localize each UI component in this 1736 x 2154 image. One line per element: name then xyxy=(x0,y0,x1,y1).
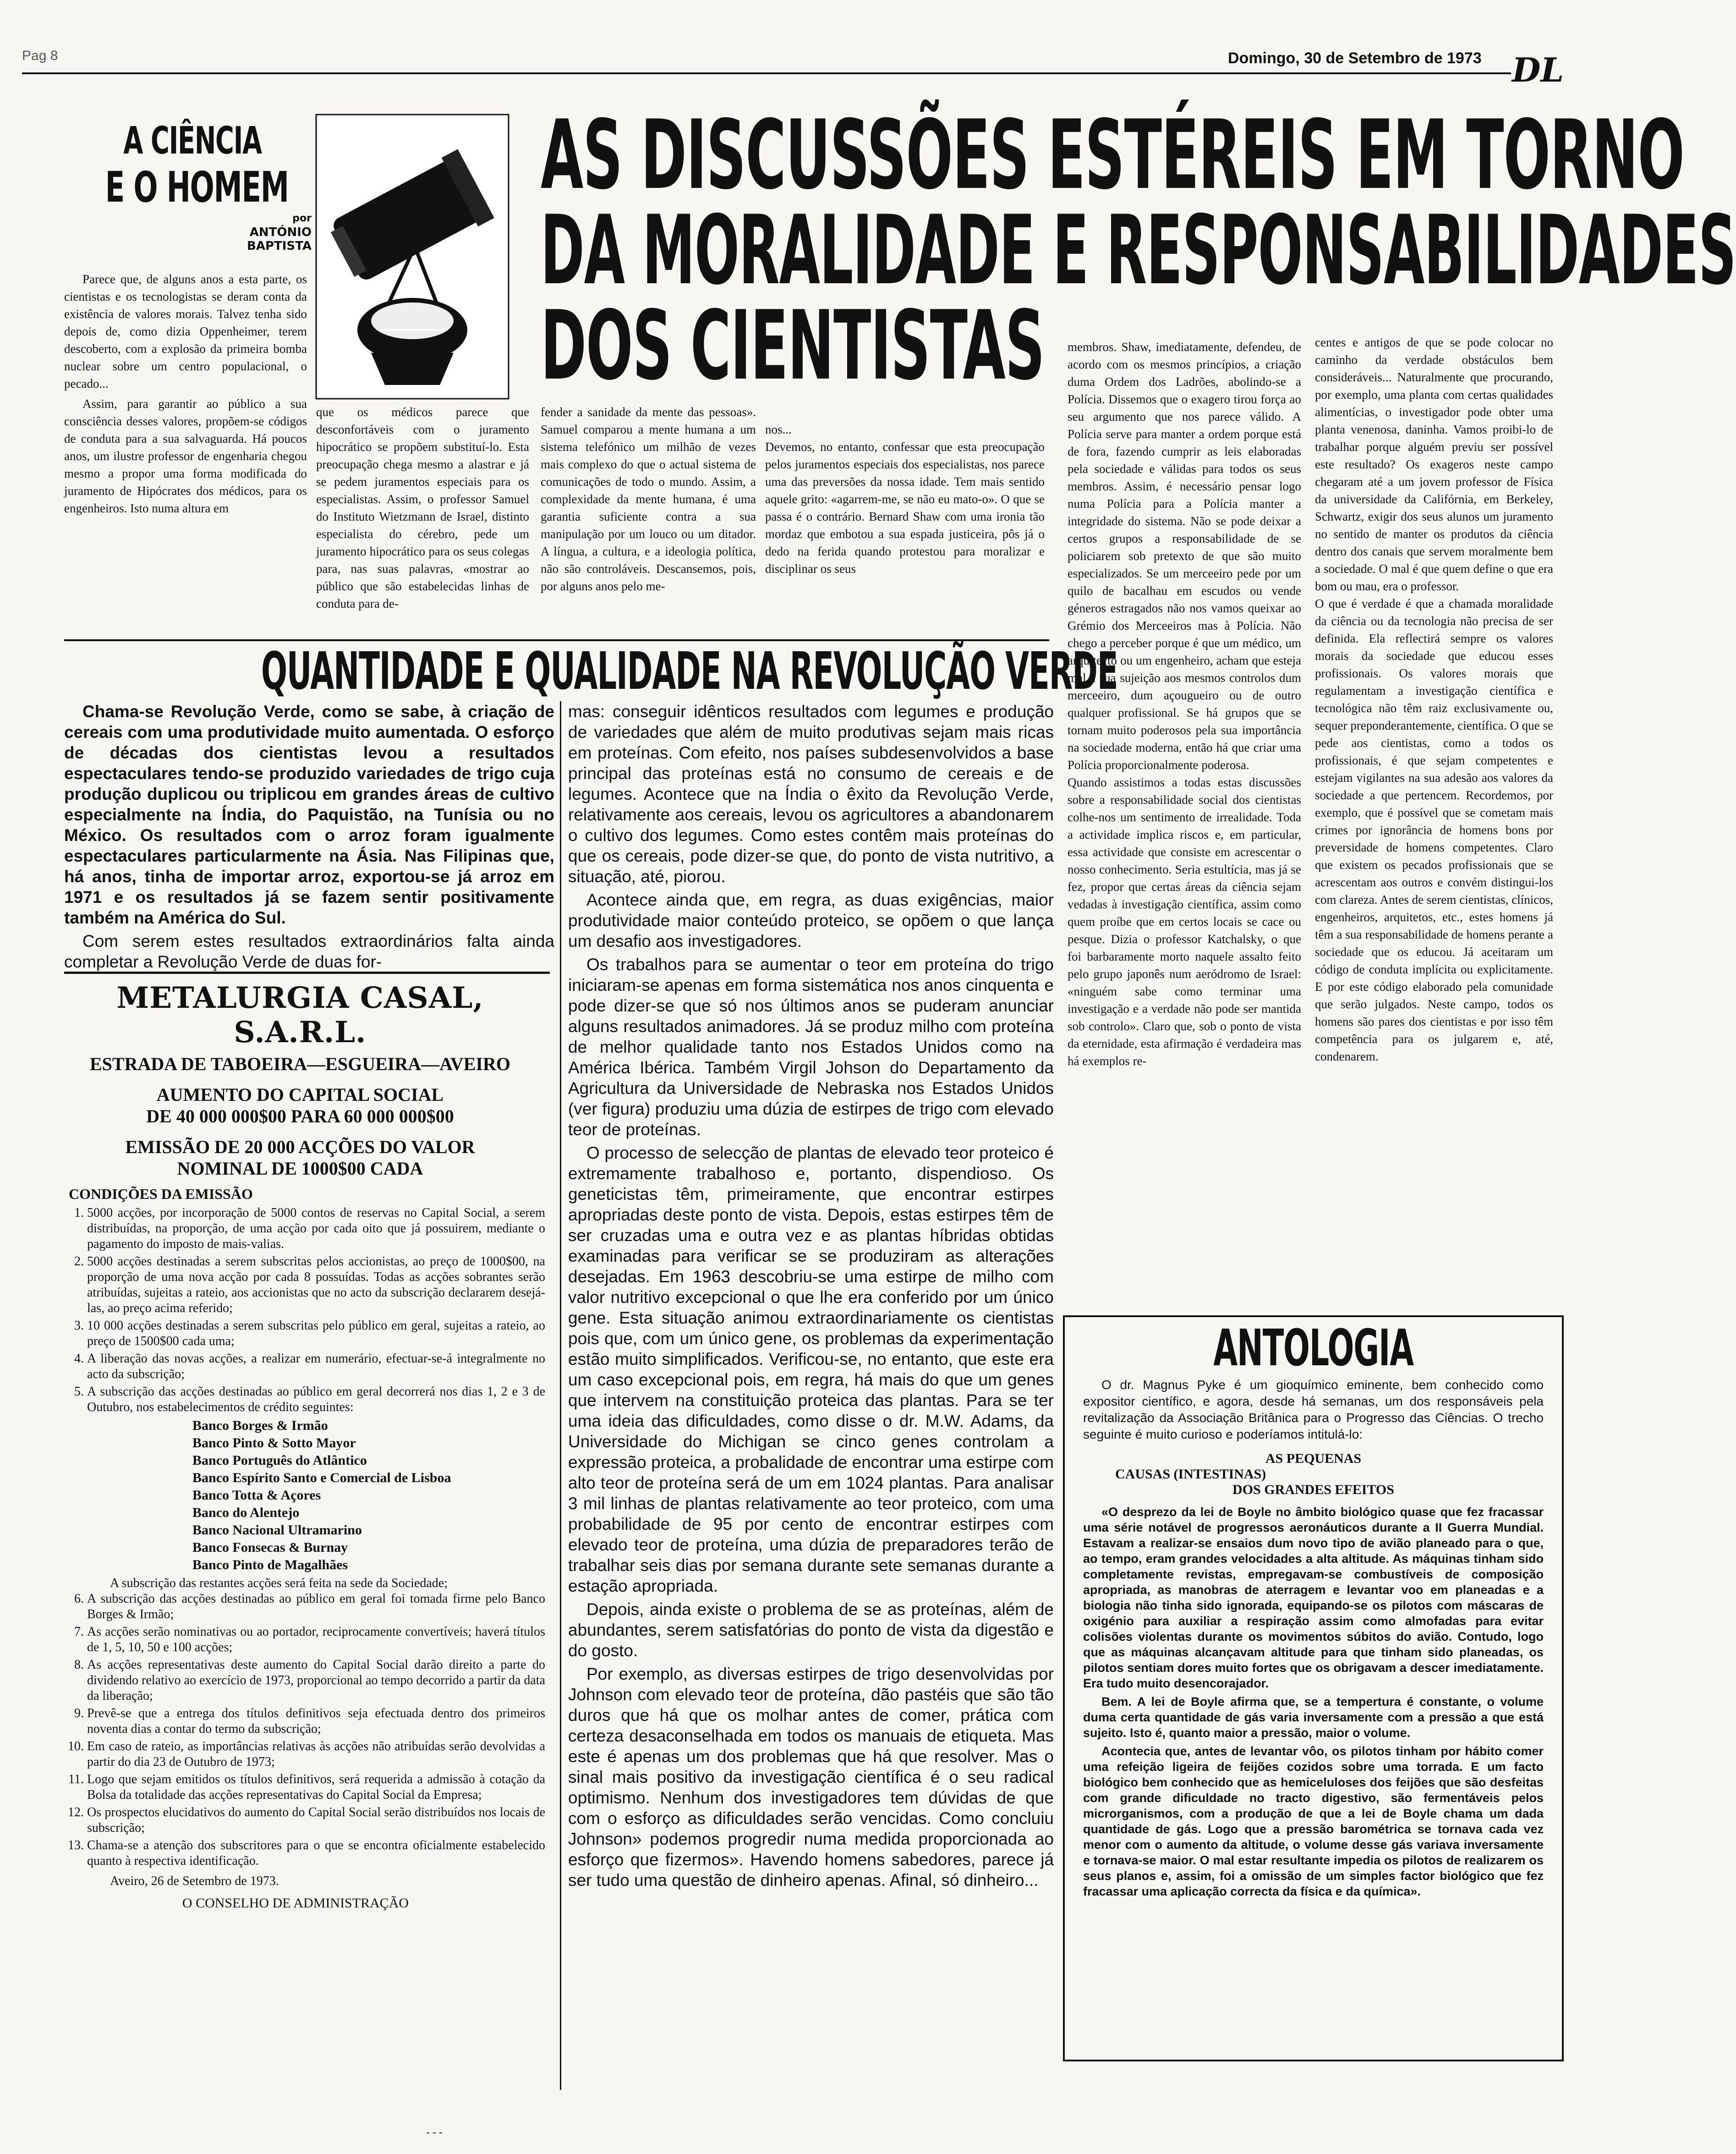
byline-por: por xyxy=(292,213,312,224)
ad-bank-note: A subscrição das restantes acções será feita na sede da Sociedade; xyxy=(110,1576,448,1590)
green-revolution-column-2 xyxy=(568,701,1054,2085)
article-paragraph: que os médicos parece que desconfortáveis com o juramento hipocrático se propõem substituí-lo. Esta preocupação chega mesmo a alastrar e já se pedem juramentos especiais para os especialistas. Assim, o professor Samuel do Instituto Wietzmann de Israel, distinto especialista do cérebro, pede um juramento hipocrático para os seus colegas para, nas suas palavras, «mostrar ao público que são estabelecidas linhas de conduta para de- xyxy=(316,405,529,610)
antologia-subtitle xyxy=(1065,1451,1562,1498)
ad-condition: 5. A subscrição das acções destinadas ao público em geral decorrerá nos dias 1, 2 e 3 de Outubro, nos estabelecimentos de crédito seguintes: xyxy=(87,1384,545,1415)
ad-bank: Banco do Alentejo xyxy=(192,1505,300,1520)
antologia-paragraph: «O desprezo da lei de Boyle no âmbito biológico quase que fez fracassar uma série notável de progressos aeronáuticos durante a II Guerra Mundial. Estavam a realizar-se ensaios dum novo tipo de avião planeado para o que, ao tempo, eram grandes velocidades a alta altitude. As máquinas tinham sido completamente revistas, empregavam-se combustíveis de composição apropriada, as manobras de aterragem e levantar voo em planeadas e a biologia não tinha sido ignorada, equipando-se os pilotos com máscaras de oxigénio para auxiliar a respiração assim como almofadas para evitar colisões violentas durante os movimentos súbitos do avião. Contudo, logo que as máquinas alcançavam altitude para que tinham sido planeadas, os pilotos sentiam dores muito fortes que os obrigavam a descer imediatamente. Era tudo muito desencorajador. xyxy=(1083,1505,1544,1690)
ad-signoff-date: Aveiro, 26 de Setembro de 1973. xyxy=(110,1874,279,1888)
ad-rule-top xyxy=(64,972,550,974)
byline xyxy=(64,212,321,253)
antologia-intro-text: O dr. Magnus Pyke é um gioquímico eminente, bem conhecido como expositor científico, e agora, desde há semanas, um dos responsáveis pela revitalização da Associação Britânica para o Progresso das Ciências. O trecho seguinte é muito curioso e poderíamos intitulá-lo: xyxy=(1083,1378,1544,1441)
ad-bank: Banco Português do Atlântico xyxy=(192,1453,367,1468)
main-headline-line-3: DOS CIENTISTAS xyxy=(541,291,1045,401)
lead-paragraph: Com serem estes resultados extraordinários falta ainda completar a Revolução Verde de duas for- xyxy=(64,932,554,971)
ad-conditions-list-a xyxy=(46,1205,545,1415)
ad-bank: Banco Fonsecas & Burnay xyxy=(192,1540,348,1555)
header-rule xyxy=(22,72,1511,74)
ad-condition: 7. As acções serão nominativas ou ao portador, reciprocamente convertíveis; haverá títulos de 1, 5, 10, 50 e 100 acções; xyxy=(87,1624,545,1655)
ad-condition: 13. Chama-se a atenção dos subscritores para o que se encontra oficialmente estabelecido quanto à respectiva identificação. xyxy=(87,1838,545,1869)
ad-conditions-title: CONDIÇÕES DA EMISSÃO xyxy=(69,1186,253,1202)
article-column-2 xyxy=(316,403,529,632)
antologia-subtitle-1: AS PEQUENAS xyxy=(1265,1451,1362,1466)
ad-capital-2: DE 40 000 000$00 PARA 60 000 000$00 xyxy=(146,1106,454,1126)
antologia-box xyxy=(1063,1315,1564,2061)
antologia-title-wrap xyxy=(1065,1319,1562,1377)
antologia-paragraph: Bem. A lei de Boyle afirma que, se a tempertura é constante, o volume duma certa quantidade de gás varia inversamente com a pressão a que está sujeito. Isto é, quanto maior a pressão, maior o volume. xyxy=(1083,1695,1544,1740)
article-column-4 xyxy=(765,403,1045,632)
telescope-illustration xyxy=(316,115,509,399)
antologia-subtitle-2: CAUSAS (INTESTINAS) xyxy=(1115,1467,1266,1482)
article-paragraph: O processo de selecção de plantas de elevado teor proteico é extremamente trabalhoso e, portanto, dispendioso. Os geneticistas têm, primeiramente, que encontrar estirpes apropriadas deste ponto de vista. Depois, estas estirpes têm de ser cruzadas uma e outra vez e as plantas híbridas obtidas examinadas para verificar se se produziram as alterações desejadas. Em 1963 descobriu-se uma estirpe de milho com valor nutritivo excepcional o que lhe era conferido por um único gene. Esta situação animou extraordinariamente os cientistas pois que, com um único gene, os problemas da experimentação estão muito simplificados. Verificou-se, no entanto, que este era um caso excepcional pois, em regra, há mais do que um genes que intervem na constituição proteica das plantas. Para se ter uma ideia das dificuldades, como disse o dr. M.W. Adams, da Universidade do Michigan se cinco genes controlam a expressão proteica, a probalidade de encontrar uma estirpe com alto teor de proteína será de um em 1024 plantas. Para analisar 3 mil linhas de plantas relativamente ao teor proteico, com uma probabilidade de 95 por cento de encontrar estirpes com elevado teor de proteína, uma dúzia de preparadores terão de trabalhar seis dias por semana durante sete semanas durante a estação apropriada. xyxy=(568,1143,1054,1595)
column-title xyxy=(64,119,321,253)
ad-capital-1: AUMENTO DO CAPITAL SOCIAL xyxy=(156,1084,444,1105)
ad-condition: 3. 10 000 acções destinadas a serem subscritas pelo público em geral, sujeitas a rateio, ao preço de 1500$00 cada uma; xyxy=(87,1318,545,1349)
antologia-intro xyxy=(1065,1377,1562,1443)
issue-date: Domingo, 30 de Setembro de 1973 xyxy=(1228,49,1482,67)
article-paragraph: membros. Shaw, imediatamente, defendeu, de acordo com os mesmos princípios, a criação duma Ordem dos Ladrões, abolindo-se a Polícia. Dissemos que o exagero tirou força ao seu argumento que nos parece válido. A Polícia serve para manter a ordem porque está de fora, fazendo cumprir as leis elaboradas pela sociedade e válidas para todos os seus membros. Assim, é necessário pensar logo numa Polícia para a Polícia manter a integridade do sistema. Não se pode deixar a certos grupos a responsabilidade de se policiarem sob pretexto de que são muito especializados. Se um merceeiro pede por um quilo de bacalhau em escudos ou vende géneros estragados não nos vamos queixar ao Grémio dos Merceeiros mas à Polícia. Não chego a perceber porque é que um médico, um arquitecto ou um engenheiro, acham que esteja mal a sua sujeição aos mesmos controlos dum merceeiro, dum açougueiro ou de outro qualquer profissional. Se há grupos que se tornam muito poderosos pela sua importância na sociedade moderna, então há que criar uma Polícia proporcionalmente poderosa. Quando assistimos a todas estas discussões sobre a responsabilidade social dos cientistas colhe-nos um sentimento de irrealidade. Toda a actividade implica riscos e, em particular, essa actividade que consiste em acrescentar o nosso conhecimento. Seria estultícia, mas já se fez, propor que certas áreas da ciência sejam vedadas à investigação científica, assim como quem proíbe que em certos locais se cace ou pesque. Dizia o professor Katchalsky, o que foi barbaramente morto naquele assalto feito pelo grupo japonês num aeródromo de Israel: «ninguém sabe como terminar uma investigação e a verdade não pode ser mantida sob controlo». Claro que, sob o ponto de vista da eternidade, esta afirmação é verdadeira mas há exemplos re- xyxy=(1068,340,1301,1068)
main-headline-line-1: AS DISCUSSÕES ESTÉREIS EM TORNO xyxy=(541,100,1684,211)
article-paragraph: Os trabalhos para se aumentar o teor em proteína do trigo iniciaram-se apenas em forma sistemática nos anos cinquenta e pode dizer-se que só nos últimos anos se puderam anunciar alguns resultados animadores. Já se produz milho com proteína de melhor qualidade tanto nos Estados Unidos como na América Ibérica. Também Virgil Johson do Departamento da Agricultura da Universidade de Nebraska nos Estados Unidos (ver figura) produziu uma dúzia de estirpes de trigo com elevado teor de proteínas. xyxy=(568,955,1054,1139)
antologia-subtitle-3: DOS GRANDES EFEITOS xyxy=(1232,1482,1394,1497)
article-column-3 xyxy=(541,403,756,632)
advertisement-box xyxy=(46,972,554,2099)
byline-name-2: BAPTISTA xyxy=(247,239,312,253)
ad-emission-2: NOMINAL DE 1000$00 CADA xyxy=(177,1158,423,1179)
article-paragraph: nos... Devemos, no entanto, confessar que esta preocupação pelos juramentos especiais dos especialistas, nos parece uma das preversões da nossa idade. Tem mais sentido aquele grito: «agarrem-me, se não eu mato-o». O que se passa é o contrário. Bernard Shaw com uma ironia tão mordaz que embotou a sua espada justiceira, pôs já o dedo na ferida quando protestou para moralizar e disciplinar os seus xyxy=(765,423,1045,576)
ad-signoff-board: O CONSELHO DE ADMINISTRAÇÃO xyxy=(182,1896,409,1911)
ad-bank: Banco Pinto de Magalhães xyxy=(192,1557,348,1572)
ad-condition: 6. A subscrição das acções destinadas ao público em geral foi tomada firme pelo Banco Borges & Irmão; xyxy=(87,1591,545,1622)
article-paragraph: Parece que, de alguns anos a esta parte, os cientistas e os tecnologistas se deram conta da existência de valores morais. Talvez tenha sido depois de, como dizia Oppenheimer, terem descoberto, com a explosão da primeira bomba nuclear sobre um centro populacional, o pecado... xyxy=(64,272,307,390)
column-title-line-2: E O HOMEM xyxy=(105,163,289,212)
ad-bank: Banco Totta & Açores xyxy=(192,1488,321,1503)
antologia-body xyxy=(1065,1504,1562,1899)
ad-company: METALURGIA CASAL, S.A.R.L. xyxy=(116,981,484,1050)
article-paragraph: centes e antigos de que se pode colocar no caminho da verdade obstáculos bem consideráveis... Naturalmente que procurando, por exemplo, uma planta com certas qualidades alimentícias, o investigador pode obter uma planta venenosa, daninha. Vamos proibi-lo de trabalhar porque alguém previu ser possível este resultado? Os exageros neste campo chegaram até a um jovem professor de Física da universidade da Califórnia, em Berkeley, Schwartz, exigir dos seus alunos um juramento no sentido de manter os produtos da ciência dentro dos canais que servem moralmente bem a sociedade. O mal é que quem define o que era bom ou mau, era o professor. O que é verdade é que a chamada moralidade da ciência ou da tecnologia não precisa de ser definida. Ela reflectirá sempre os valores morais da sociedade que educou esses profissionais. Os valores morais que regulamentam a investigação científica e tecnológica não têm raiz exclusivamente ou, sequer preponderantemente, científica. O que se pede aos cientistas, como a todos os profissionais, é que sejam competentes e estejam vigilantes na sua adesão aos valores da sociedade a que pertencem. Recordemos, por exemplo, que é possível que se cometam mais crimes por ignorância de homens bons por preversidade de homens competentes. Claro que existem os pecados profissionais que se acrescentam aos outros e convém distingui-los com clareza. Antes de serem cientistas, clínicos, engenheiros, arquitetos, etc., estes homens já têm a sua responsabilidade de homens perante a sociedade que os educou. Já aceitaram um código de conduta implícita ou explicitamente. E por este código elaborado pela comunidade que serão julgados. Neste campo, todos os homens são pares dos cientistas e por isso têm competência para os julgarem e, até, condenarem. xyxy=(1315,335,1553,1063)
antologia-title: ANTOLOGIA xyxy=(1213,1319,1413,1377)
ad-condition: 9. Prevê-se que a entrega dos títulos definitivos seja efectuada dentro dos primeiros noventa dias a contar do termo da subscrição; xyxy=(87,1706,545,1737)
lead-paragraph: Chama-se Revolução Verde, como se sabe, à criação de cereais com uma produtividade muito aumentada. O esforço de décadas dos cientistas levou a resultados espectaculares tendo-se produzido variedades de trigo cuja produção duplicou ou triplicou em grandes áreas de cultivo especialmente na Índia, do Paquistão, na Tunísia ou no México. Os resultados com o arroz foram igualmente espectaculares particularmente na Ásia. Nas Filipinas que, há anos, tinha de importar arroz, exportou-se já arroz em 1971 e os resultados já se fazem sentir positivamente também na América do Sul. xyxy=(64,702,554,927)
article-column-6 xyxy=(1315,316,1553,1306)
article-paragraph: fender a sanidade da mente das pessoas». Samuel comparou a mente humana a um sistema telefónico um milhão de vezes mais complexo do que o actual sistema de comunicações de todo o mundo. Assim, a complexidade da mente humana, é uma garantia suficiente contra a sua manipulação por um louco ou um ditador. A língua, a cultura, e a ideologia política, não são controláveis. Descansemos, pois, por alguns anos pelo me- xyxy=(541,405,756,593)
ad-condition: 11. Logo que sejam emitidos os títulos definitivos, será requerida a admissão à cotação da Bolsa da totalidade das acções representativas do Capital Social da Empresa; xyxy=(87,1772,545,1803)
antologia-paragraph: Acontecia que, antes de levantar vôo, os pilotos tinham por hábito comer uma refeição ligeira de feijões cozidos sobre uma torrada. E um facto biológico bem conhecido que as hemiceluloses dos feijões que são desfeitas com grande dificuldade no tracto digestivo, são fermentáveis pelos microrganismos, com a produção de que a lei de Boyle chama um dada quantidade de gás. Logo que a pressão barométrica se tornava cada vez menor com o aumento da altitude, o volume desse gás variava inversamente e tornava-se maior. O mal estar resultante impedia os pilotos de realizarem os seus planos e, assim, foi a omissão de um simples factor biológico que fez fracassar uma aplicação correcta da física e da química». xyxy=(1083,1744,1544,1898)
green-revolution-title-wrap xyxy=(64,642,1118,701)
article-paragraph: mas: conseguir idênticos resultados com legumes e produção de variedades que além de muito produtivas sejam mais ricas em proteínas. Com efeito, nos países subdesenvolvidos a base principal das proteínas está no consumo de cereais e de legumes. Acontece que na Índia o êxito da Revolução Verde, relativamente aos cereais, levou os agricultores a abandonarem o cultivo dos legumes. Como estes contêm mais proteínas do que os cereais, pode dizer-se que, do ponto de vista nutritivo, a situação, até, piorou. xyxy=(568,702,1054,886)
page-number: Pag 8 xyxy=(22,48,58,63)
article-paragraph: Assim, para garantir ao público a sua consciência desses valores, propõem-se códigos de conduta para a sua salvaguarda. Há poucos anos, um ilustre professor de engenharia chegou mesmo a propor uma forma modificada do juramento de Hipócrates dos médicos, para os engenheiros. Isto numa altura em xyxy=(64,397,307,515)
article-column-1 xyxy=(64,270,307,632)
article-paragraph: Acontece ainda que, em regra, as duas exigências, maior produtividade maior conteúdo proteico, se opõem o que lança um desafio aos investigadores. xyxy=(568,890,1054,951)
ad-condition: 12. Os prospectos elucidativos do aumento do Capital Social serão distribuídos nos locais de subscrição; xyxy=(87,1805,545,1836)
article-paragraph: Depois, ainda existe o problema de se as proteínas, além de abundantes, serem satisfatórias do ponto de vista da digestão e do gosto. xyxy=(568,1600,1054,1660)
green-revolution-title: QUANTIDADE E QUALIDADE NA REVOLUÇÃO VERDE xyxy=(261,642,1118,701)
ad-bank: Banco Pinto & Sotto Mayor xyxy=(192,1435,356,1451)
ad-address: ESTRADA DE TABOEIRA—ESGUEIRA—AVEIRO xyxy=(89,1054,510,1074)
ad-condition: 8. As acções representativas deste aumento do Capital Social darão direito a parte do dividendo relativo ao exercício de 1973, proporcional ao tempo decorrido a partir da data da liberação; xyxy=(87,1657,545,1704)
main-headline-line-2: DA MORALIDADE E RESPONSABILIDADES xyxy=(541,195,1736,306)
column-title-line-1: A CIÊNCIA xyxy=(123,119,262,163)
section-rule-top xyxy=(64,639,1049,641)
ad-condition: 1. 5000 acções, por incorporação de 5000 contos de reservas no Capital Social, a serem distribuídas, na proporção, de uma acção por cada oito que já possuirem, mediante o pagamento do imposto de mais-valias. xyxy=(87,1205,545,1252)
ad-condition: 2. 5000 acções destinadas a serem subscritas pelos accionistas, ao preço de 1000$00, na proporção de uma nova acção por cada 8 possuídas. Todas as acções sobrantes serão atribuídas, sujeitas a rateio, aos accionistas que no acto da subscrição declararem desejá-las, ao preço acima referido; xyxy=(87,1254,545,1316)
article-paragraph: Por exemplo, as diversas estirpes de trigo desenvolvidas por Johnson com elevado teor de proteína, dão pastéis que são tão duros que há que os molhar antes de comer, prática com certeza desaconselhada em todos os manuais de etiqueta. Mas este é apenas um dos problemas que há que resolver. Mas o sinal mais positivo da investigação científica é o seu radical optimismo. Nenhum dos investigadores tem dúvidas de que com o esforço as dificuldades serão vencidas. Como concluiu Johnson» podemos progredir numa medida proporcionada ao esforço que fizermos». Havendo homens sabedores, parece já ser tudo uma questão de dinheiro apenas. Afinal, só dinheiro... xyxy=(568,1665,1054,1890)
article-column-5 xyxy=(1068,321,1301,1306)
byline-name-1: ANTÓNIO xyxy=(249,225,312,239)
footer-mark: - - - xyxy=(426,2127,443,2138)
ad-conditions xyxy=(46,1205,554,1911)
ad-condition: 10. Em caso de rateio, as importâncias relativas às acções não atribuídas serão devolvidas a partir do dia 23 de Outubro de 1973; xyxy=(87,1739,545,1770)
ad-bank-list xyxy=(46,1417,545,1574)
ad-bank: Banco Nacional Ultramarino xyxy=(192,1522,362,1538)
ad-emission-1: EMISSÃO DE 20 000 ACÇÕES DO VALOR xyxy=(125,1137,475,1157)
ad-bank: Banco Borges & Irmão xyxy=(192,1418,328,1433)
column-divider xyxy=(560,701,561,2090)
ad-condition: 4. A liberação das novas acções, a realizar em numerário, efectuar-se-á integralmente no acto da subscrição; xyxy=(87,1351,545,1382)
ad-conditions-list-b xyxy=(46,1591,545,1869)
ad-bank: Banco Espírito Santo e Comercial de Lisboa xyxy=(192,1470,451,1485)
green-revolution-lead xyxy=(64,701,554,971)
masthead-logo: DL xyxy=(1512,50,1564,89)
